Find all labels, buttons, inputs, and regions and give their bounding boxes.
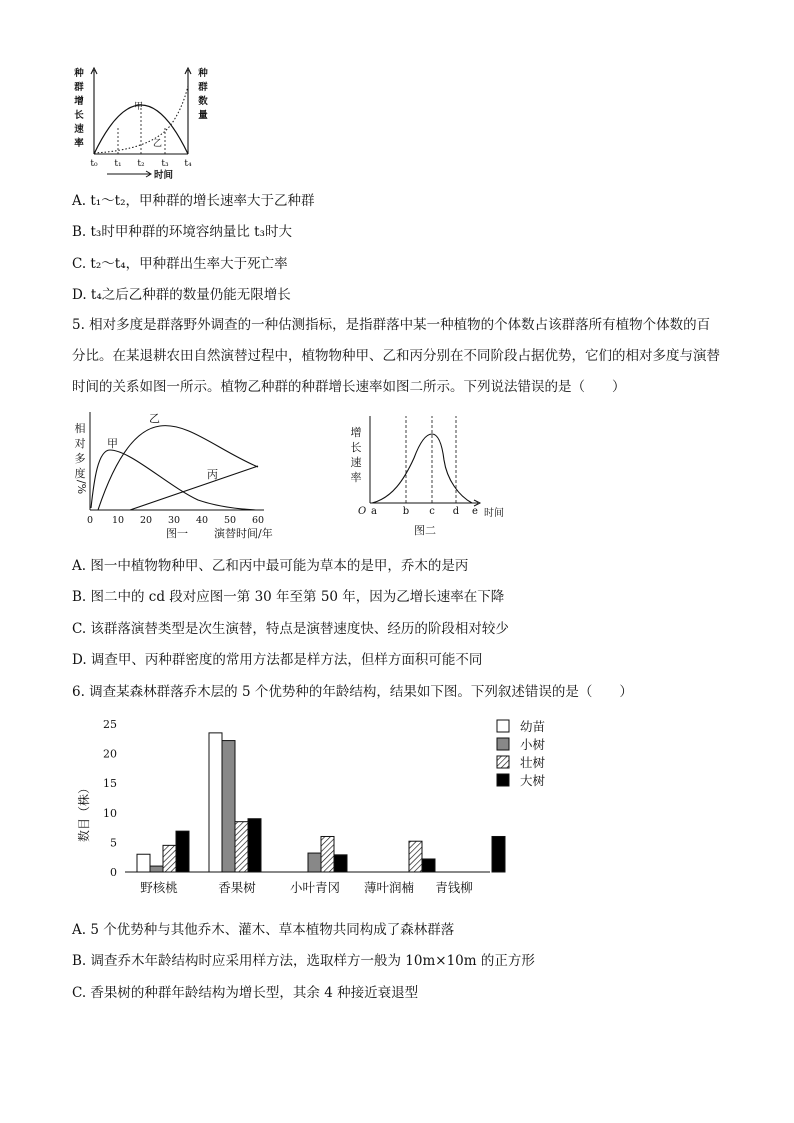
q4-left-axis-label xyxy=(73,67,84,149)
q5-figure-1 xyxy=(68,410,312,542)
q4-option-c: C. t₂～t₄，甲种群出生率大于死亡率 xyxy=(72,256,288,272)
legend-swatch xyxy=(497,738,509,750)
fig1-ylabel xyxy=(75,421,89,494)
bar-2-1 xyxy=(150,866,163,872)
svg-text:0: 0 xyxy=(86,515,94,526)
bar-chart-categories xyxy=(140,880,473,895)
bar-4-1 xyxy=(176,831,189,872)
q4-figure xyxy=(70,64,220,182)
fig1-label-jia: 甲 xyxy=(107,437,118,450)
svg-text:群: 群 xyxy=(74,82,84,93)
q6-bar-chart xyxy=(70,712,570,902)
q6-option-a: A. 5 个优势种与其他乔木、灌木、草本植物共同构成了森林群落 xyxy=(72,922,455,938)
svg-text:种: 种 xyxy=(74,68,84,79)
svg-text:增: 增 xyxy=(74,96,84,107)
svg-text:多: 多 xyxy=(74,452,86,465)
svg-text:速: 速 xyxy=(350,456,362,469)
legend-swatch xyxy=(497,774,509,786)
bar-3-2 xyxy=(235,822,248,872)
q6-option-c: C. 香果树的种群年龄结构为增长型，其余 4 种接近衰退型 xyxy=(72,985,419,1001)
q4-option-a: A. t₁～t₂，甲种群的增长速率大于乙种群 xyxy=(72,193,315,209)
svg-text:c: c xyxy=(429,506,435,517)
bar-chart-legend xyxy=(497,719,546,788)
legend-label: 壮树 xyxy=(520,755,546,770)
y-tick-label: 0 xyxy=(110,866,117,879)
fig2-caption: 图二 xyxy=(414,524,436,537)
svg-text:长: 长 xyxy=(350,441,362,454)
svg-text:率: 率 xyxy=(74,138,84,149)
category-label: 青钱柳 xyxy=(435,880,473,895)
q6-stem: 6. 调查某森林群落乔木层的 5 个优势种的年龄结构，结果如下图。下列叙述错误的是（ ） xyxy=(72,684,633,700)
fig1-xlabel: 演替时间/年 xyxy=(214,527,273,540)
bar-4-4 xyxy=(422,859,435,872)
category-label: 薄叶润楠 xyxy=(363,880,415,895)
fig2-x-ticks xyxy=(371,506,478,517)
q5-option-b: B. 图二中的 cd 段对应图一第 30 年至第 50 年，因为乙增长速率在下降 xyxy=(72,589,505,605)
bar-2-2 xyxy=(222,741,235,872)
svg-text:率: 率 xyxy=(350,471,362,484)
bar-3-1 xyxy=(163,845,176,872)
legend-label: 幼苗 xyxy=(520,719,546,734)
category-label: 香果树 xyxy=(218,880,256,895)
svg-text:t₂: t₂ xyxy=(137,159,145,169)
q4-tick-labels xyxy=(90,159,192,169)
bar-1-1 xyxy=(137,854,150,872)
bar-chart-bars xyxy=(137,733,505,872)
svg-text:相: 相 xyxy=(74,422,86,435)
fig1-curve-jia xyxy=(91,450,256,510)
fig2-growth-rate-curve xyxy=(372,434,472,503)
svg-text:a: a xyxy=(371,506,377,517)
legend-label: 小树 xyxy=(520,737,546,752)
fig1-curve-bing xyxy=(130,466,258,510)
bar-4-2 xyxy=(248,819,261,872)
svg-text:60: 60 xyxy=(251,515,265,526)
fig1-label-bing: 丙 xyxy=(207,468,218,481)
svg-text:种: 种 xyxy=(198,68,208,79)
bar-2-3 xyxy=(308,853,321,872)
svg-text:10: 10 xyxy=(111,515,125,526)
fig1-x-ticks xyxy=(87,515,264,526)
fig2-ylabel xyxy=(351,426,362,484)
q4-left-axis xyxy=(91,68,97,154)
svg-text:对: 对 xyxy=(74,437,86,450)
svg-text:度: 度 xyxy=(74,467,86,480)
bar-4-5 xyxy=(492,836,505,872)
svg-text:40: 40 xyxy=(195,515,209,526)
bar-chart-ylabel: 数目（株） xyxy=(77,781,91,843)
q4-right-axis-label xyxy=(197,67,208,121)
svg-text:20: 20 xyxy=(139,515,153,526)
fig1-curve-yi xyxy=(98,426,258,510)
fig2-x-axis xyxy=(370,500,480,506)
q4-option-d: D. t₄之后乙种群的数量仍能无限增长 xyxy=(72,287,291,303)
q4-right-axis xyxy=(185,68,191,154)
q4-label-jia: 甲 xyxy=(134,102,144,112)
q4-label-yi: 乙 xyxy=(153,139,163,149)
svg-text:t₃: t₃ xyxy=(161,159,169,169)
legend-swatch xyxy=(497,756,509,768)
bar-3-4 xyxy=(409,841,422,872)
svg-text:30: 30 xyxy=(167,515,181,526)
svg-text:t₁: t₁ xyxy=(114,159,122,169)
category-label: 野核桃 xyxy=(140,880,178,895)
svg-text:群: 群 xyxy=(198,82,208,93)
svg-text:增: 增 xyxy=(350,426,362,439)
bar-1-2 xyxy=(209,733,222,872)
q5-option-d: D. 调查甲、丙种群密度的常用方法都是样方法，但样方面积可能不同 xyxy=(72,652,483,668)
q5-option-a: A. 图一中植物物种甲、乙和丙中最可能为草本的是甲，乔木的是丙 xyxy=(72,558,469,574)
bar-chart-y-ticks xyxy=(103,718,117,879)
svg-text:e: e xyxy=(472,506,478,517)
fig1-label-yi: 乙 xyxy=(149,412,160,425)
q4-curve-yi xyxy=(94,86,188,153)
svg-text:量: 量 xyxy=(198,110,208,121)
q5-stem: 5. 相对多度是群落野外调查的一种估测指标，是指群落中某一种植物的个体数占该群落所有植物个体数的百分比。在某退耕农田自然演替过程中，植物物种甲、乙和丙分别在不同阶段占据优势，它们的相对多度与演替时间的关系如图一所示。植物乙种群的种群增长速率如图二所示。下列说法错误的是（ ） xyxy=(72,317,720,395)
fig1-caption: 图一 xyxy=(166,527,188,540)
svg-text:速: 速 xyxy=(74,124,84,135)
q4-xlabel: 时间 xyxy=(154,170,174,181)
q5-figure-2 xyxy=(344,410,518,542)
y-tick-label: 20 xyxy=(103,747,117,761)
svg-text:d: d xyxy=(452,506,460,517)
q4-option-b: B. t₃时甲种群的环境容纳量比 t₃时大 xyxy=(72,224,292,240)
legend-label: 大树 xyxy=(520,773,546,788)
bar-3-3 xyxy=(321,836,334,872)
svg-text:/%: /% xyxy=(75,479,88,495)
q4-time-arrow xyxy=(107,171,151,177)
svg-text:t₀: t₀ xyxy=(90,159,98,169)
svg-text:长: 长 xyxy=(74,110,84,121)
svg-text:t₄: t₄ xyxy=(184,159,192,169)
svg-text:50: 50 xyxy=(223,515,237,526)
y-tick-label: 25 xyxy=(103,718,117,731)
svg-text:b: b xyxy=(402,506,410,517)
fig2-origin: O xyxy=(358,506,367,517)
y-tick-label: 5 xyxy=(110,836,117,850)
legend-swatch xyxy=(497,720,509,732)
q5-option-c: C. 该群落演替类型是次生演替，特点是演替速度快、经历的阶段相对较少 xyxy=(72,621,509,637)
y-tick-label: 10 xyxy=(103,806,117,820)
fig2-xlabel: 时间 xyxy=(484,508,504,519)
q6-option-b: B. 调查乔木年龄结构时应采用样方法，选取样方一般为 10m×10m 的正方形 xyxy=(72,953,535,969)
category-label: 小叶青冈 xyxy=(289,880,341,895)
bar-4-3 xyxy=(334,855,347,872)
svg-text:数: 数 xyxy=(198,96,208,107)
y-tick-label: 15 xyxy=(103,777,117,791)
